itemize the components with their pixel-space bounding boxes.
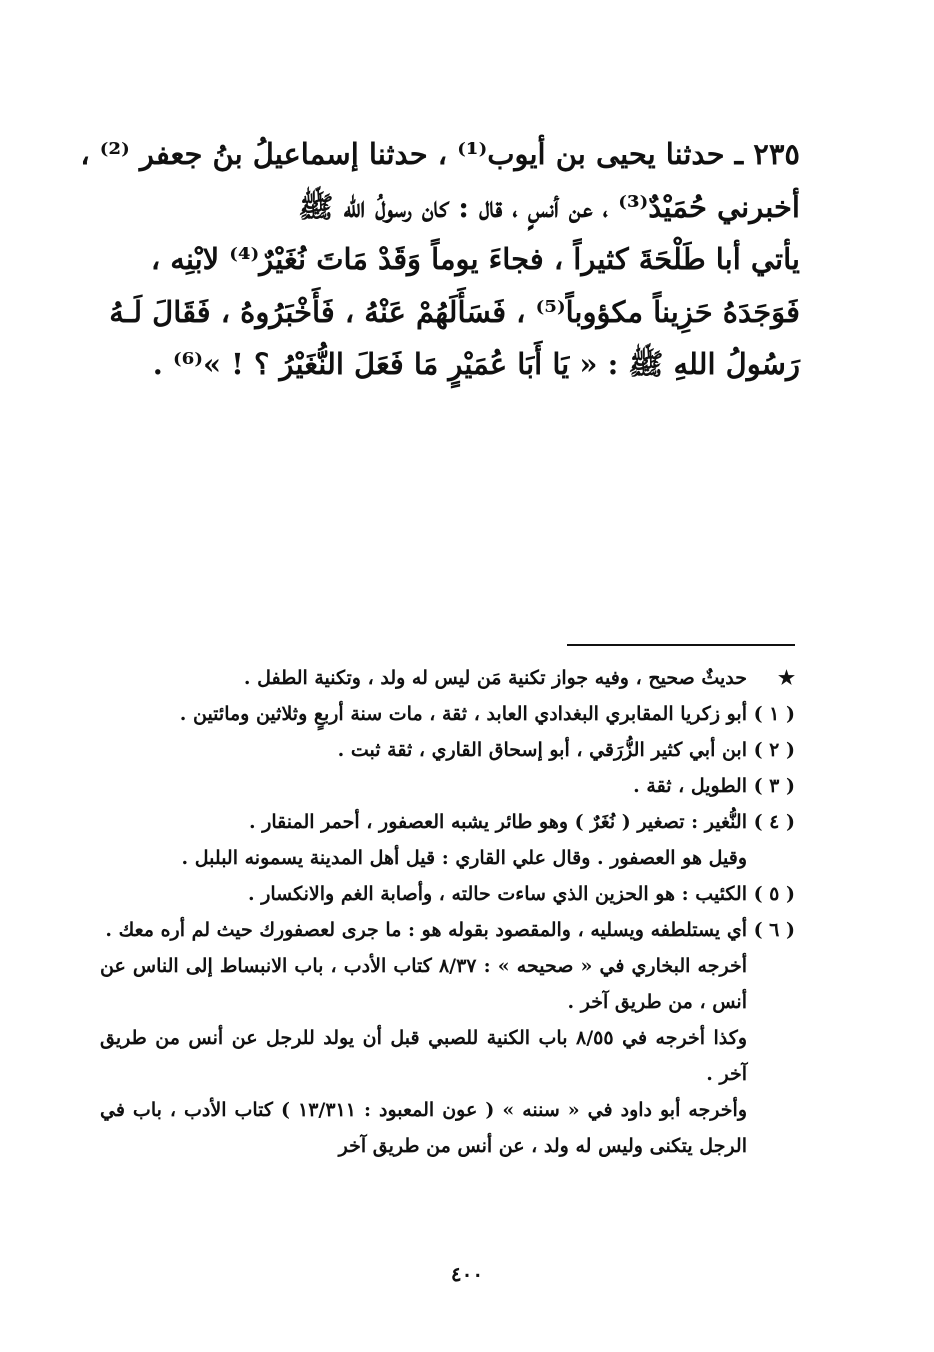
page-number: ٤٠٠: [450, 1262, 484, 1286]
footnote-number: ( ٢ ): [753, 739, 795, 761]
footnote-6: [100, 912, 795, 948]
hadith-line: فَوَجَدَهُ حَزِيناً مكؤوباً⁽⁵⁾ ، فَسَأَلَهُمْ عَنْهُ ، فَأَخْبَرُوهُ ، فَقَالَ لَـهُ: [109, 294, 800, 329]
footnote-text: الكئيب : هو الحزين الذي ساءت حالته ، وأصابة الغم والانكسار .: [247, 883, 747, 905]
footnote-2: [100, 732, 795, 768]
footnote-text: أي يستلطفه ويسليه ، والمقصود بقوله هو : ما جرى لعصفورك حيث لم أره معك .: [105, 919, 747, 941]
hadith-line: يأتي أبا طَلْحَةَ كثيراً ، فجاءَ يوماً وَقَدْ مَاتَ نُغَيْرٌ⁽⁴⁾ لابْنِه ،: [150, 242, 800, 276]
footnote-5: [100, 876, 795, 912]
hadith-line: رَسُولُ اللهِ ﷺ : « يَا أَبَا عُمَيْرٍ مَا فَعَلَ النُّغَيْرُ ؟ ! »⁽⁶⁾ .: [152, 347, 800, 381]
footnote-number: ( ٦ ): [753, 919, 795, 941]
footnote-number: ( ١ ): [753, 703, 795, 725]
footnote-3: [100, 768, 795, 804]
takhrij-bukhari: أخرجه البخاري في « صحيحه » : ٨/٣٧ كتاب الأدب ، باب الانبساط إلى الناس عن أنس ، من طريق آخر .: [100, 955, 747, 1013]
footnote-text: أبو زكريا المقابري البغدادي العابد ، ثقة ، مات سنة أربعٍ وثلاثين ومائتين .: [179, 703, 747, 725]
footnote-1: [100, 696, 795, 732]
takhrij-abu-dawud: وأخرجه أبو داود في « سننه » ( عون المعبود : ١٣/٣١١ ) كتاب الأدب ، باب في الرجل يتكنى وليس له ولد ، عن أنس من طريق آخر: [100, 1099, 747, 1157]
footnote-text: الطويل ، ثقة .: [633, 775, 747, 797]
hadith-grade-note: [100, 660, 795, 696]
hadith-line: أخبرني حُمَيْدٌ⁽³⁾ ، عن أنسٍ ، قال : كان رسولُ الله ﷺ: [298, 189, 800, 224]
grade-text: حديثٌ صحيح ، وفيه جواز تكنية مَن ليس له ولد ، وتكنية الطفل .: [243, 667, 747, 689]
footnote-number: ( ٤ ): [753, 811, 795, 833]
footnote-4-continuation: وقيل هو العصفور . وقال علي القاري : قيل أهل المدينة يسمونه البلبل .: [181, 847, 747, 869]
star-icon: ★: [777, 667, 795, 689]
hadith-text: [80, 128, 800, 391]
footnotes: [100, 660, 795, 1164]
footnote-number: ( ٥ ): [753, 883, 795, 905]
hadith-line: ٢٣٥ ـ حدثنا يحيى بن أيوب⁽¹⁾ ، حدثنا إسماعيلُ بنُ جعفر ⁽²⁾ ،: [80, 137, 800, 171]
footnote-separator: [567, 644, 795, 646]
footnote-number: ( ٣ ): [753, 775, 795, 797]
footnote-text: ابن أبي كثير الزُّرَقي ، أبو إسحاق القاري ، ثقة ثبت .: [337, 739, 747, 761]
takhrij-bukhari-2: وكذا أخرجه في ٨/٥٥ باب الكنية للصبي قبل أن يولد للرجل عن أنس من طريق آخر .: [100, 1027, 747, 1085]
footnote-text: النُّغير : تصغير ( نُغَرٌ ) وهو طائر يشبه العصفور ، أحمر المنقار .: [248, 811, 747, 833]
footnote-4: [100, 804, 795, 840]
